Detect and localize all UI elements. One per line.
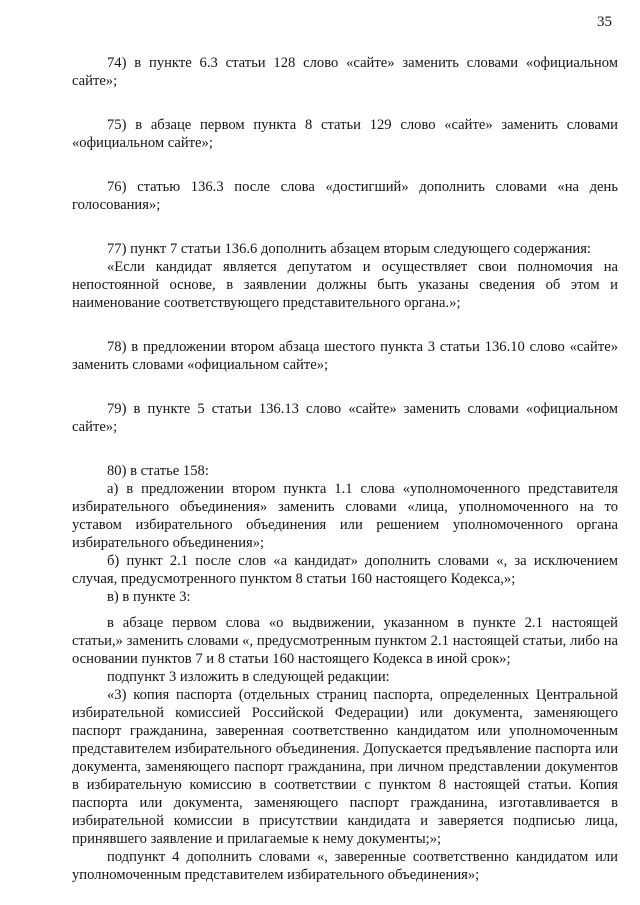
- paragraph-75: 75) в абзаце первом пункта 8 статьи 129 слово «сайте» заменить словами «официальном сайте»;: [72, 117, 618, 151]
- paragraph-subpoint-3-intro: подпункт 3 изложить в следующей редакции:: [107, 669, 390, 685]
- paragraph-76: 76) статью 136.3 после слова «достигший» дополнить словами «на день голосования»;: [72, 179, 618, 213]
- paragraph-80-v-first: в абзаце первом слова «о выдвижении, указанном в пункте 2.1 настоящей статьи,» заменить словами «, предусмотренным пунктом 2.1 настоящей статьи, либо на основании пунктов 7 и 8 статьи 160 настоящего Кодекса в иной срок»;: [72, 615, 618, 667]
- paragraph-77-quote: «Если кандидат является депутатом и осуществляет свои полномочия на непостоянной основе, в заявлении должны быть указаны сведения об этом и наименование соответствующего представительного органа.»;: [72, 259, 618, 311]
- paragraph-80-a: а) в предложении втором пункта 1.1 слова «уполномоченного представителя избирательного объединения» заменить словами «лица, уполномоченного на то уставом избирательного объединения или решением уполномоченного органа избирательного объединения»;: [72, 481, 618, 551]
- paragraph-78: 78) в предложении втором абзаца шестого пункта 3 статьи 136.10 слово «сайте» заменить словами «официальном сайте»;: [72, 339, 618, 373]
- paragraph-77: 77) пункт 7 статьи 136.6 дополнить абзацем вторым следующего содержания:: [107, 241, 591, 257]
- page-number: 35: [597, 14, 612, 30]
- paragraph-79: 79) в пункте 5 статьи 136.13 слово «сайте» заменить словами «официальном сайте»;: [72, 401, 618, 435]
- paragraph-80-b: б) пункт 2.1 после слов «а кандидат» дополнить словами «, за исключением случая, предусмотренного пунктом 8 статьи 160 настоящего Кодекса,»;: [72, 553, 618, 587]
- document-body: [72, 54, 618, 884]
- paragraph-80-v: в) в пункте 3:: [107, 589, 191, 605]
- paragraph-74: 74) в пункте 6.3 статьи 128 слово «сайте» заменить словами «официальном сайте»;: [72, 55, 618, 89]
- paragraph-80: 80) в статье 158:: [107, 463, 209, 479]
- paragraph-subpoint-3-text: «3) копия паспорта (отдельных страниц паспорта, определенных Центральной избирательной комиссией Российской Федерации) или документа, заменяющего паспорт гражданина, заверенная соответственно кандидатом или уполномоченным представителем избирательного объединения. Допускается предъявление паспорта или документа, заменяющего паспорт гражданина, при личном представлении документов в избирательную комиссию в соответствии с пунктом 8 настоящей статьи. Копия паспорта или документа, заменяющего паспорт гражданина, изготавливается в избирательной комиссии в присутствии кандидата и заверяется подписью лица, принявшего заявление и прилагаемые к нему документы;»;: [72, 687, 618, 847]
- paragraph-subpoint-4: подпункт 4 дополнить словами «, заверенные соответственно кандидатом или уполномоченным представителем избирательного объединения»;: [72, 849, 618, 883]
